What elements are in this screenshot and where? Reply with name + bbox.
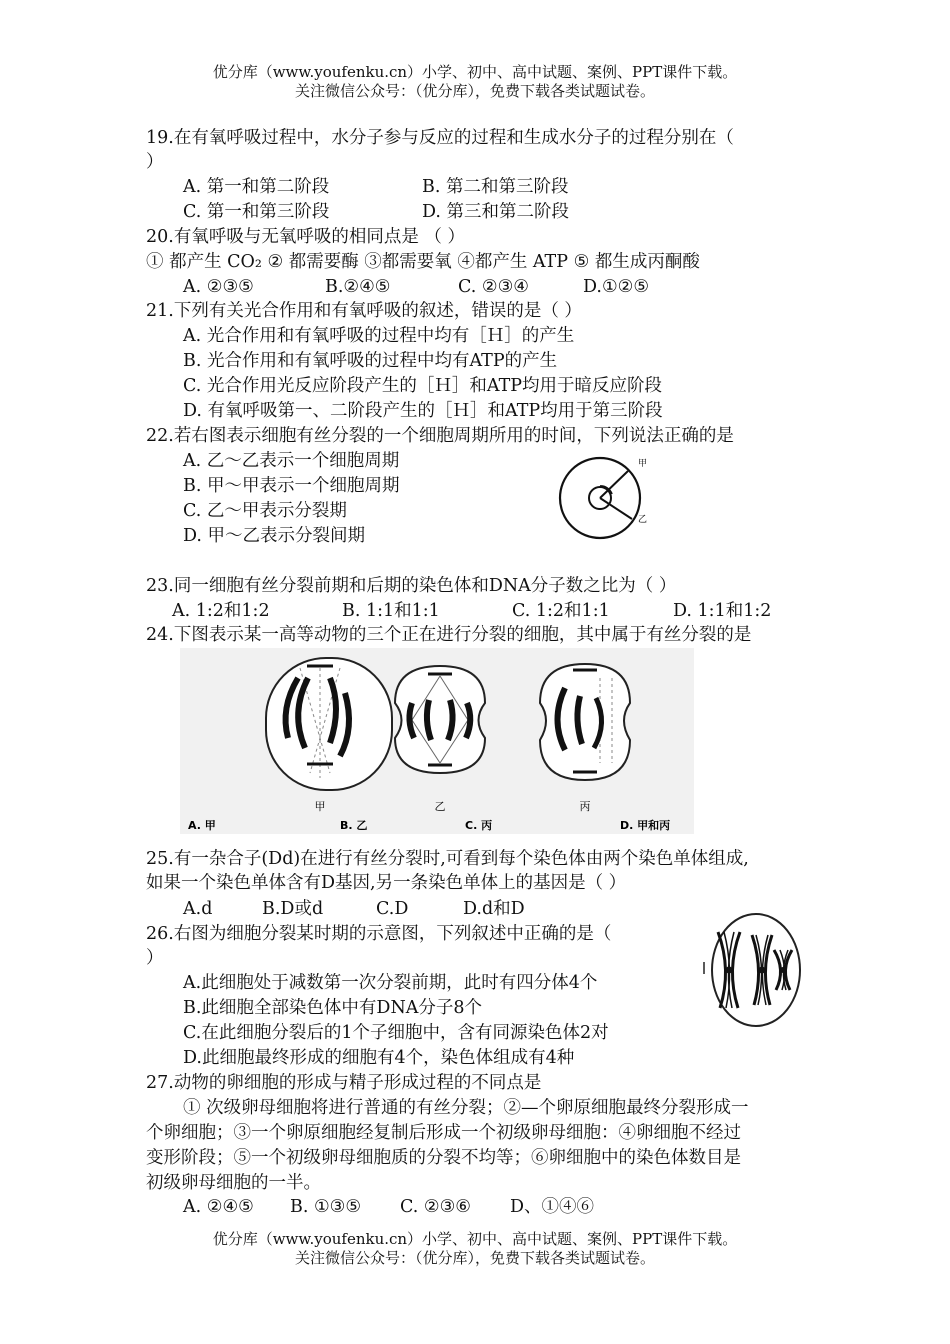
- q25-option-a: A.d: [183, 899, 213, 919]
- q24-option-d: D. 甲和丙: [620, 819, 671, 832]
- q20-option-b: B.②④⑤: [325, 277, 391, 297]
- q26-option-c: C.在此细胞分裂后的1个子细胞中，含有同源染色体2对: [183, 1023, 609, 1043]
- q24-stem: 24.下图表示某一高等动物的三个正在进行分裂的细胞，其中属于有丝分裂的是: [146, 625, 752, 645]
- q19-stem-line1: 19.在有氧呼吸过程中，水分子参与反应的过程和生成水分子的过程分别在（: [146, 128, 734, 148]
- q20-items: ① 都产生 CO₂ ② 都需要酶 ③都需要氧 ④都产生 ATP ⑤ 都生成丙酮酸: [146, 252, 700, 272]
- footer-line-2: 关注微信公众号：（优分库），免费下载各类试题试卷。: [294, 1249, 655, 1267]
- q23-option-a: A. 1:2和1:2: [172, 601, 270, 621]
- q26-stem-line2: ）: [146, 948, 164, 968]
- q19-option-c: C. 第一和第三阶段: [183, 202, 330, 222]
- q21-option-c: C. 光合作用光反应阶段产生的［Ｈ］和ATP均用于暗反应阶段: [183, 376, 663, 396]
- q23-option-b: B. 1:1和1:1: [342, 601, 440, 621]
- q25-option-d: D.d和D: [463, 899, 525, 919]
- footer-line-1: 优分库（www.youfenku.cn）小学、初中、高中试题、案例、PPT课件下载。: [212, 1230, 738, 1248]
- q24-option-a: A. 甲: [188, 819, 216, 832]
- q21-stem: 21.下列有关光合作用和有氧呼吸的叙述，错误的是（ ）: [146, 301, 582, 321]
- meiosis-cell-diagram: [700, 910, 812, 1032]
- q27-body-line3: 变形阶段；⑤一个初级卵母细胞质的分裂不均等；⑥卵细胞中的染色体数目是: [146, 1148, 741, 1168]
- cell-cycle-label-yi: 乙: [638, 515, 648, 525]
- q27-body-line4: 初级卵母细胞的一半。: [146, 1173, 321, 1193]
- q19-stem-line2: ）: [146, 152, 164, 172]
- q25-stem-line1: 25.有一杂合子(Dd)在进行有丝分裂时,可看到每个染色体由两个染色单体组成,: [146, 849, 749, 869]
- q27-option-d: D、①④⑥: [510, 1197, 595, 1217]
- q26-option-a: A.此细胞处于减数第一次分裂前期，此时有四分体4个: [183, 973, 598, 993]
- q22-option-b: B. 甲～甲表示一个细胞周期: [183, 476, 400, 496]
- q23-stem: 23.同一细胞有丝分裂前期和后期的染色体和DNA分子数之比为（ ）: [146, 576, 677, 596]
- cell-label-bing: 丙: [579, 800, 591, 813]
- q27-option-b: B. ①③⑤: [290, 1197, 362, 1217]
- cell-cycle-label-jia: 甲: [638, 459, 648, 469]
- cell-jia-drawing: [266, 658, 392, 790]
- q25-option-b: B.D或d: [262, 899, 324, 919]
- q20-stem: 20.有氧呼吸与无氧呼吸的相同点是 （ ）: [146, 227, 465, 247]
- q19-option-a: A. 第一和第二阶段: [183, 177, 330, 197]
- q26-option-d: D.此细胞最终形成的细胞有4个，染色体组成有4种: [183, 1048, 575, 1068]
- q24-option-c: C. 丙: [465, 819, 493, 832]
- q21-option-a: A. 光合作用和有氧呼吸的过程中均有［Ｈ］的产生: [183, 326, 575, 346]
- header-line-1: 优分库（www.youfenku.cn）小学、初中、高中试题、案例、PPT课件下载。: [212, 63, 738, 81]
- q19-option-b: B. 第二和第三阶段: [422, 177, 569, 197]
- q27-body-line1: ① 次级卵母细胞将进行普通的有丝分裂；②—个卵原细胞最终分裂形成一: [183, 1098, 749, 1118]
- cell-yi-drawing: [395, 666, 485, 773]
- q22-option-d: D. 甲～乙表示分裂间期: [183, 526, 366, 546]
- q20-option-a: A. ②③⑤: [183, 277, 254, 297]
- q27-option-c: C. ②③⑥: [400, 1197, 471, 1217]
- cell-bing-drawing: [540, 664, 630, 780]
- q20-option-d: D.①②⑤: [583, 277, 650, 297]
- q25-stem-line2: 如果一个染色单体含有D基因,另一条染色单体上的基因是（ ）: [146, 873, 627, 893]
- q25-option-c: C.D: [376, 899, 409, 919]
- q22-stem: 22.若右图表示细胞有丝分裂的一个细胞周期所用的时间，下列说法正确的是: [146, 426, 734, 446]
- q23-option-d: D. 1:1和1:2: [673, 601, 772, 621]
- cell-label-yi: 乙: [434, 800, 446, 813]
- q21-option-d: D. 有氧呼吸第一、二阶段产生的［Ｈ］和ATP均用于第三阶段: [183, 401, 663, 421]
- cell-cycle-diagram: [550, 448, 660, 560]
- q27-option-a: A. ②④⑤: [183, 1197, 254, 1217]
- q22-option-a: A. 乙～乙表示一个细胞周期: [183, 451, 400, 471]
- q26-stem-line1: 26.右图为细胞分裂某时期的示意图，下列叙述中正确的是（: [146, 924, 612, 944]
- cell-division-figure: [180, 648, 694, 834]
- q27-body-line2: 个卵细胞；③一个卵原细胞经复制后形成一个初级卵母细胞：④卵细胞不经过: [146, 1123, 741, 1143]
- header-line-2: 关注微信公众号：（优分库），免费下载各类试题试卷。: [294, 82, 655, 100]
- q23-option-c: C. 1:2和1:1: [512, 601, 610, 621]
- q20-option-c: C. ②③④: [458, 277, 529, 297]
- q27-stem: 27.动物的卵细胞的形成与精子形成过程的不同点是: [146, 1073, 542, 1093]
- q22-option-c: C. 乙～甲表示分裂期: [183, 501, 347, 521]
- q24-option-b: B. 乙: [340, 819, 368, 832]
- q26-option-b: B.此细胞全部染色体中有DNA分子8个: [183, 998, 483, 1018]
- cell-label-jia: 甲: [314, 800, 326, 813]
- q19-option-d: D. 第三和第二阶段: [422, 202, 570, 222]
- cell-cycle-radius-jia: [600, 471, 628, 498]
- q21-option-b: B. 光合作用和有氧呼吸的过程中均有ATP的产生: [183, 351, 558, 371]
